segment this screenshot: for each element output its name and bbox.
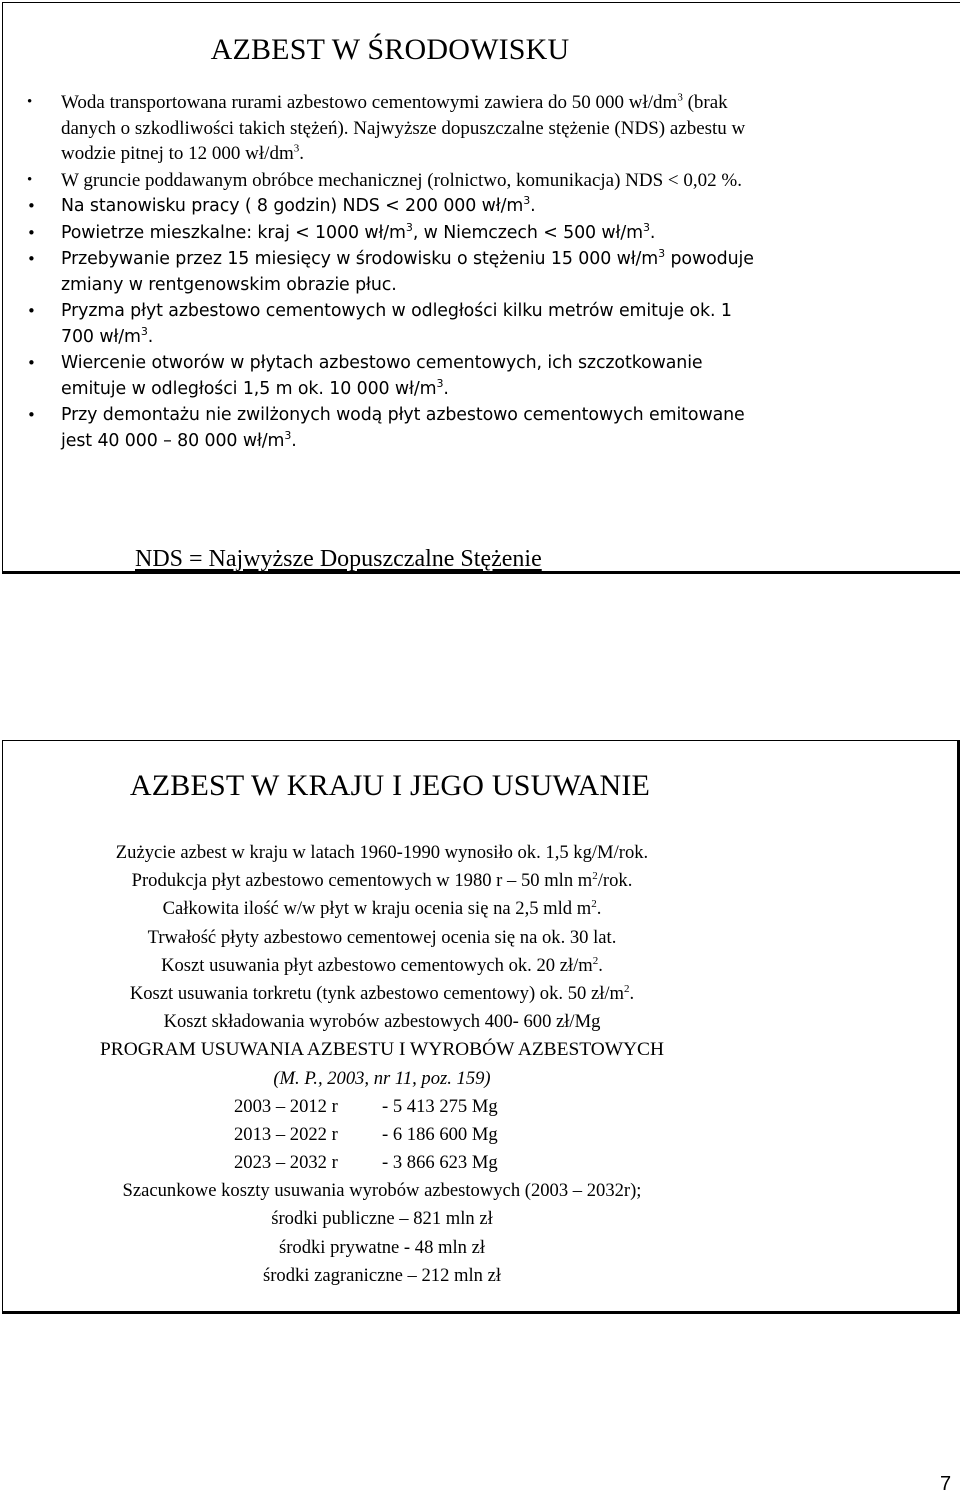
schedule-amount: - 5 413 275 Mg xyxy=(382,1095,498,1117)
bullet-icon: • xyxy=(27,250,36,268)
bullet-text: Wiercenie otworów w płytach azbestowo cementowych, ich szczotkowanie emituje w odległości 1,5 m ok. 10 000 $wł/m^3$. xyxy=(61,353,703,399)
bullet-item xyxy=(3,403,763,454)
bullet-text: Na stanowisku pracy ( 8 godzin) NDS < 200 000 $wł/m^3$. xyxy=(61,194,536,216)
bullet-item xyxy=(3,299,763,350)
bullet-item xyxy=(3,351,763,402)
program-title: PROGRAM USUWANIA AZBESTU I WYROBÓW AZBESTOWYCH xyxy=(100,1039,664,1061)
slide-title: AZBEST W ŚRODOWISKU xyxy=(210,33,570,66)
bullet-text: W gruncie poddawanym obróbce mechanicznej (rolnictwo, komunikacja) NDS < 0,02 %. xyxy=(61,169,742,191)
bullet-text: Przy demontażu nie zwilżonych wodą płyt azbestowo cementowych emitowane jest 40 000 – 80 000 $wł/m^3$. xyxy=(61,405,745,451)
bullet-item xyxy=(3,247,763,298)
schedule-years: 2013 – 2022 r xyxy=(234,1123,338,1145)
cost-line: środki publiczne – 821 mln zł xyxy=(271,1208,493,1230)
page-number: 7 xyxy=(940,1473,952,1495)
schedule-amount: - 3 866 623 Mg xyxy=(382,1152,498,1174)
schedule-years: 2003 – 2012 r xyxy=(234,1095,338,1117)
bullet-icon: • xyxy=(27,171,33,188)
bullet-item xyxy=(3,168,763,194)
cost-line: środki prywatne - 48 mln zł xyxy=(278,1236,486,1258)
slide-azbest-w-kraju xyxy=(2,740,960,1314)
fact-line: Zużycie azbest w kraju w latach 1960-1990 wynosiło ok. 1,5 kg/M/rok. xyxy=(115,842,649,863)
cost-line: środki zagraniczne – 212 mln zł xyxy=(262,1264,502,1286)
nds-definition: NDS = Najwyższe Dopuszczalne Stężenie xyxy=(135,546,542,572)
bullet-icon: • xyxy=(27,223,36,242)
bullet-text: Przebywanie przez 15 miesięcy w środowisku o stężeniu 15 000 $wł/m^3$ powoduje zmiany w rentgenowskim obrazie płuc. xyxy=(61,247,754,295)
fact-line: Całkowita ilość w/w płyt w kraju ocenia się na 2,5 mld $m^2$. xyxy=(162,898,602,920)
bullet-text: Woda transportowana rurami azbestowo cementowymi zawiera do 50 000 $wł/dm^3$ (brak danych o szkodliwości takich stężeń). Najwyższe dopuszczalne stężenie (NDS) azbestu w wodzie pitnej to 12 000 $wł/dm^3$. xyxy=(61,91,746,164)
bullet-icon: • xyxy=(27,406,36,424)
bullet-item xyxy=(3,221,763,247)
program-reference: (M. P., 2003, nr 11, poz. 159) xyxy=(273,1067,491,1089)
bullet-icon: • xyxy=(27,197,36,215)
schedule-row xyxy=(3,1149,761,1177)
bullet-item xyxy=(3,194,763,220)
bullet-item xyxy=(3,90,763,167)
schedule-amount: - 6 186 600 Mg xyxy=(382,1123,498,1145)
fact-line: Koszt usuwania płyt azbestowo cementowych ok. 20 $zł/m^2$. xyxy=(161,954,603,976)
bullet-text: Powietrze mieszkalne: kraj < 1000 $wł/m^3$, w Niemczech < 500 $wł/m^3$. xyxy=(61,220,656,243)
bullet-icon: • xyxy=(27,354,36,372)
bullet-icon: • xyxy=(27,302,36,320)
fact-line: Koszt składowania wyrobów azbestowych 400- 600 zł/Mg xyxy=(163,1011,601,1033)
fact-line: Koszt usuwania torkretu (tynk azbestowo cementowy) ok. 50 $zł/m^2$. xyxy=(129,982,635,1004)
facts-list xyxy=(3,839,761,1290)
costs-title: Szacunkowe koszty usuwania wyrobów azbestowych (2003 – 2032r); xyxy=(122,1180,642,1202)
fact-line: Trwałość płyty azbestowo cementowej ocenia się na ok. 30 lat. xyxy=(147,926,617,948)
slide-title: AZBEST W KRAJU I JEGO USUWANIE xyxy=(129,769,651,802)
fact-line: Produkcja płyt azbestowo cementowych w 1980 r – 50 mln $m^2$/rok. xyxy=(131,870,633,892)
slide-azbest-w-srodowisku xyxy=(2,2,960,574)
bullet-list xyxy=(3,90,763,455)
schedule-row xyxy=(3,1093,761,1121)
schedule-row xyxy=(3,1121,761,1149)
schedule-years: 2023 – 2032 r xyxy=(234,1152,338,1174)
bullet-text: Pryzma płyt azbestowo cementowych w odległości kilku metrów emituje ok. 1 700 $wł/m^3$. xyxy=(61,301,732,347)
bullet-icon: • xyxy=(27,94,33,110)
